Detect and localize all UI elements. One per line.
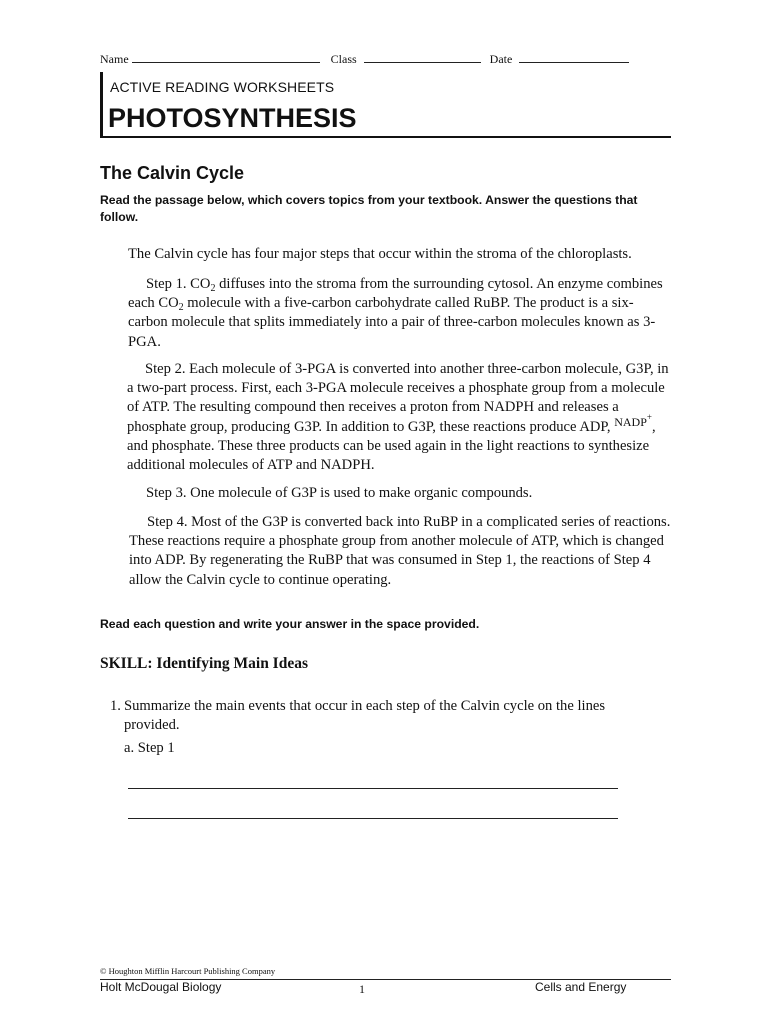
step2-text-b: , and phosphate. These three products can be used again in the light reactions to synthesize additional molecules of ATP and NADPH. — [127, 418, 656, 474]
worksheet-kicker: ACTIVE READING WORKSHEETS — [110, 79, 335, 95]
step1-subscript-b: 2 — [178, 302, 184, 314]
class-label: Class — [330, 52, 357, 66]
question-1a-label: a. Step 1 — [124, 740, 175, 756]
class-field[interactable] — [364, 52, 481, 63]
question-number: 1. — [110, 698, 121, 714]
question-1-text: Summarize the main events that occur in each step of the Calvin cycle on the lines provided. — [124, 698, 606, 734]
reading-instructions: Read the passage below, which covers topics from your textbook. Answer the questions that follow. — [100, 193, 638, 224]
title-accent-bar — [100, 72, 103, 138]
step1-text-c: molecule with a five-carbon carbohydrate called RuBP. The product is a six-carbon molecule that splits immediately into a pair of three-carbon molecules known as 3-PGA. — [128, 295, 656, 350]
answer-instructions: Read each question and write your answer in the space provided. — [100, 617, 480, 631]
worksheet-title-block — [100, 72, 671, 138]
nadp-text: NADP — [614, 414, 647, 429]
footer-book-title: Holt McDougal Biology — [100, 980, 222, 994]
date-label: Date — [489, 52, 513, 66]
step1-subscript-a: 2 — [210, 283, 216, 294]
nadp-term — [614, 411, 652, 429]
name-field[interactable] — [132, 52, 320, 63]
nadp-superscript: + — [646, 411, 652, 422]
date-field[interactable] — [519, 52, 629, 63]
passage-intro: The Calvin cycle has four major steps that occur within the stroma of the chloroplasts. — [128, 246, 632, 262]
answer-line[interactable] — [128, 818, 618, 819]
name-label: Name — [100, 52, 129, 66]
footer-chapter-title: Cells and Energy — [535, 980, 627, 994]
passage-step-3: Step 3. One molecule of G3P is used to make organic compounds. — [146, 485, 533, 501]
worksheet-title: PHOTOSYNTHESIS — [108, 103, 357, 133]
passage-step-2 — [127, 360, 672, 475]
student-info-line — [100, 52, 629, 67]
section-heading: The Calvin Cycle — [100, 163, 245, 183]
skill-heading: SKILL: Identifying Main Ideas — [100, 655, 309, 672]
title-rule — [100, 136, 671, 138]
step1-text-b: diffuses into the stroma from the surrounding cytosol. An enzyme combines each CO — [128, 276, 663, 312]
passage-step-4: Step 4. Most of the G3P is converted back into RuBP in a complicated series of reactions. These reactions require a phosphate group from another molecule of ATP, which is changed into ADP. By regenerating the RuBP that was consumed in Step 1, the reactions of Step 4 allow the Calvin cycle to continue operating. — [129, 514, 671, 588]
step2-text-a: Step 2. Each molecule of 3-PGA is converted into another three-carbon molecule, G3P, in a two-part process. First, each 3-PGA molecule receives a phosphate group from a molecule of ATP. The resulting compound then receives a proton from NADPH and releases a phosphate group, producing G3P. In addition to G3P, these reactions produce ADP, — [127, 361, 669, 435]
answer-line[interactable] — [128, 788, 618, 789]
copyright-notice: © Houghton Mifflin Harcourt Publishing Company — [100, 966, 276, 976]
page-number: 1 — [359, 982, 365, 996]
passage-step-1 — [128, 275, 673, 352]
step1-text-a: Step 1. CO — [146, 276, 211, 292]
